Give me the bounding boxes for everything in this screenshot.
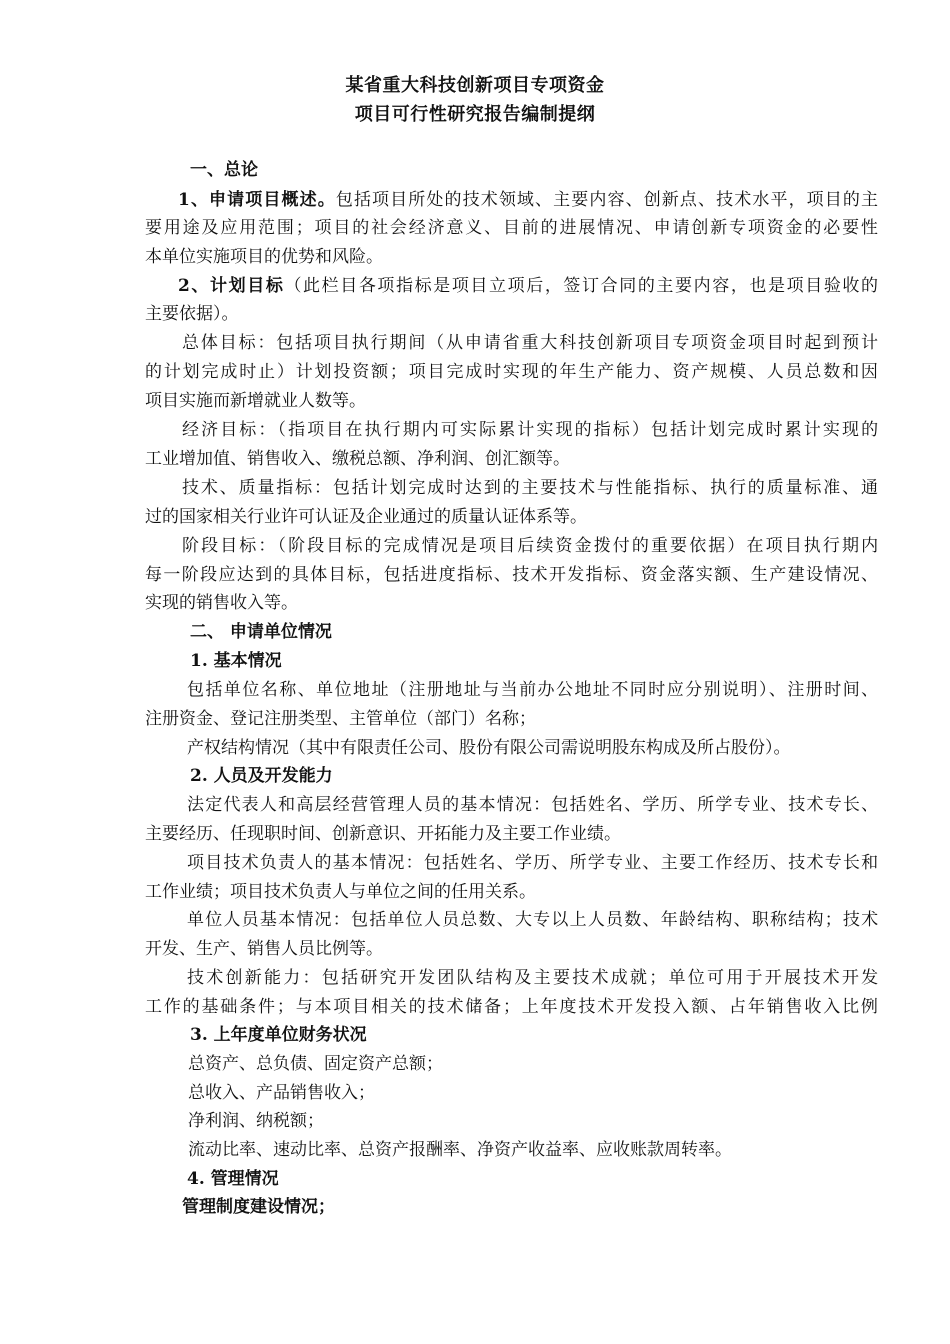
text-segment: 总体目标：包括项目执行期间（从申请省重大科技创新项目专项资金项目时起到预计 <box>182 333 880 353</box>
text-segment: 技术创新能力：包括研究开发团队结构及主要技术成就；单位可用于开展技术开发 <box>187 968 881 988</box>
paragraph-line <box>145 880 536 904</box>
text-segment: 注册资金、登记注册类型、主管单位（部门）名称； <box>145 709 536 729</box>
paragraph-line <box>145 505 587 529</box>
text-segment: 阶段目标：（阶段目标的完成情况是项目后续资金拨付的重要依据）在项目执行期内 <box>182 536 881 556</box>
paragraph-line <box>187 678 880 702</box>
paragraph-line <box>187 736 791 760</box>
paragraph-line <box>190 1023 367 1047</box>
bold-text-segment: 1、申请项目概述。 <box>178 190 336 210</box>
text-segment: 经济目标：（指项目在执行期内可实际累计实现的指标）包括计划完成时累计实现的 <box>182 420 881 440</box>
paragraph-line <box>145 995 880 1019</box>
paragraph-line <box>187 908 879 932</box>
text-segment: 主要依据）。 <box>145 304 239 324</box>
bold-text-segment: 4. 管理情况 <box>187 1169 279 1189</box>
text-segment: 包括项目所处的技术领域、主要内容、创新点、技术水平，项目的主 <box>335 190 880 210</box>
paragraph-line <box>182 331 880 355</box>
paragraph-line <box>145 591 298 615</box>
paragraph-line <box>188 1081 375 1105</box>
paragraph-line <box>188 1052 443 1076</box>
text-segment: （此栏目各项指标是项目立项后，签订合同的主要内容，也是项目验收的 <box>284 276 880 296</box>
text-segment: 技术、质量指标：包括计划完成时达到的主要技术与性能指标、执行的质量标准、通 <box>182 478 880 498</box>
paragraph-line <box>190 649 282 673</box>
paragraph-line <box>187 793 879 817</box>
paragraph-line <box>187 966 880 990</box>
paragraph-line <box>145 937 383 961</box>
document-title-line-2: 项目可行性研究报告编制提纲 <box>354 104 596 125</box>
bold-text-segment: 管理制度建设情况； <box>182 1197 335 1217</box>
paragraph-line <box>145 563 879 587</box>
paragraph-line <box>187 1167 279 1191</box>
paragraph-line <box>188 1138 732 1162</box>
paragraph-line <box>145 389 366 413</box>
text-segment: 净利润、纳税额； <box>188 1111 324 1131</box>
paragraph-line <box>145 707 536 731</box>
paragraph-line <box>182 476 880 500</box>
bold-text-segment: 2、计划目标 <box>178 276 285 296</box>
text-segment: 总收入、产品销售收入； <box>188 1083 375 1103</box>
bold-text-segment: 2. 人员及开发能力 <box>190 766 333 786</box>
text-segment: 流动比率、速动比率、总资产报酬率、净资产收益率、应收账款周转率。 <box>188 1140 732 1160</box>
bold-text-segment: 一、总论 <box>190 160 258 180</box>
text-segment: 总资产、总负债、固定资产总额； <box>188 1054 443 1074</box>
text-segment: 实现的销售收入等。 <box>145 593 298 613</box>
text-segment: 主要经历、任现职时间、创新意识、开拓能力及主要工作业绩。 <box>145 824 621 844</box>
text-segment: 的计划完成时止）计划投资额；项目完成时实现的年生产能力、资产规模、人员总数和因 <box>145 362 880 382</box>
text-segment: 包括单位名称、单位地址（注册地址与当前办公地址不同时应分别说明）、注册时间、 <box>187 680 880 700</box>
text-segment: 每一阶段应达到的具体目标，包括进度指标、技术开发指标、资金落实额、生产建设情况、 <box>145 565 880 585</box>
paragraph-line <box>178 188 879 212</box>
text-segment: 本单位实施项目的优势和风险。 <box>145 247 383 267</box>
paragraph-line <box>145 360 880 384</box>
bold-text-segment: 二、 申请单位情况 <box>190 622 332 642</box>
paragraph-line <box>145 302 239 326</box>
text-segment: 产权结构情况（其中有限责任公司、股份有限公司需说明股东构成及所占股份）。 <box>187 738 791 758</box>
text-segment: 工作的基础条件；与本项目相关的技术储备；上年度技术开发投入额、占年销售收入比例 <box>145 997 880 1017</box>
text-segment: 项目实施而新增就业人数等。 <box>145 391 366 411</box>
paragraph-line <box>190 620 332 644</box>
paragraph-line <box>182 534 880 558</box>
text-segment: 单位人员基本情况：包括单位人员总数、大专以上人员数、年龄结构、职称结构；技术 <box>187 910 880 930</box>
bold-text-segment: 3. 上年度单位财务状况 <box>190 1025 367 1045</box>
text-segment: 项目技术负责人的基本情况：包括姓名、学历、所学专业、主要工作经历、技术专长和 <box>187 853 880 873</box>
document-title-line-1: 某省重大科技创新项目专项资金 <box>345 75 605 96</box>
text-segment: 法定代表人和高层经营管理人员的基本情况：包括姓名、学历、所学专业、技术专长、 <box>187 795 880 815</box>
text-segment: 要用途及应用范围；项目的社会经济意义、目前的进展情况、申请创新专项资金的必要性 <box>145 218 880 238</box>
paragraph-line <box>188 1109 324 1133</box>
paragraph-line <box>187 851 879 875</box>
paragraph-line <box>182 418 880 442</box>
text-segment: 工业增加值、销售收入、缴税总额、净利润、创汇额等。 <box>145 449 570 469</box>
paragraph-line <box>190 158 258 182</box>
paragraph-line <box>145 822 621 846</box>
text-segment: 开发、生产、销售人员比例等。 <box>145 939 383 959</box>
bold-text-segment: 1. 基本情况 <box>190 651 282 671</box>
paragraph-line <box>182 1195 335 1219</box>
paragraph-line <box>145 245 383 269</box>
text-segment: 工作业绩；项目技术负责人与单位之间的任用关系。 <box>145 882 536 902</box>
paragraph-line <box>145 447 570 471</box>
paragraph-line <box>190 764 333 788</box>
text-segment: 过的国家相关行业许可认证及企业通过的质量认证体系等。 <box>145 507 587 527</box>
paragraph-line <box>178 274 880 298</box>
paragraph-line <box>145 216 880 240</box>
